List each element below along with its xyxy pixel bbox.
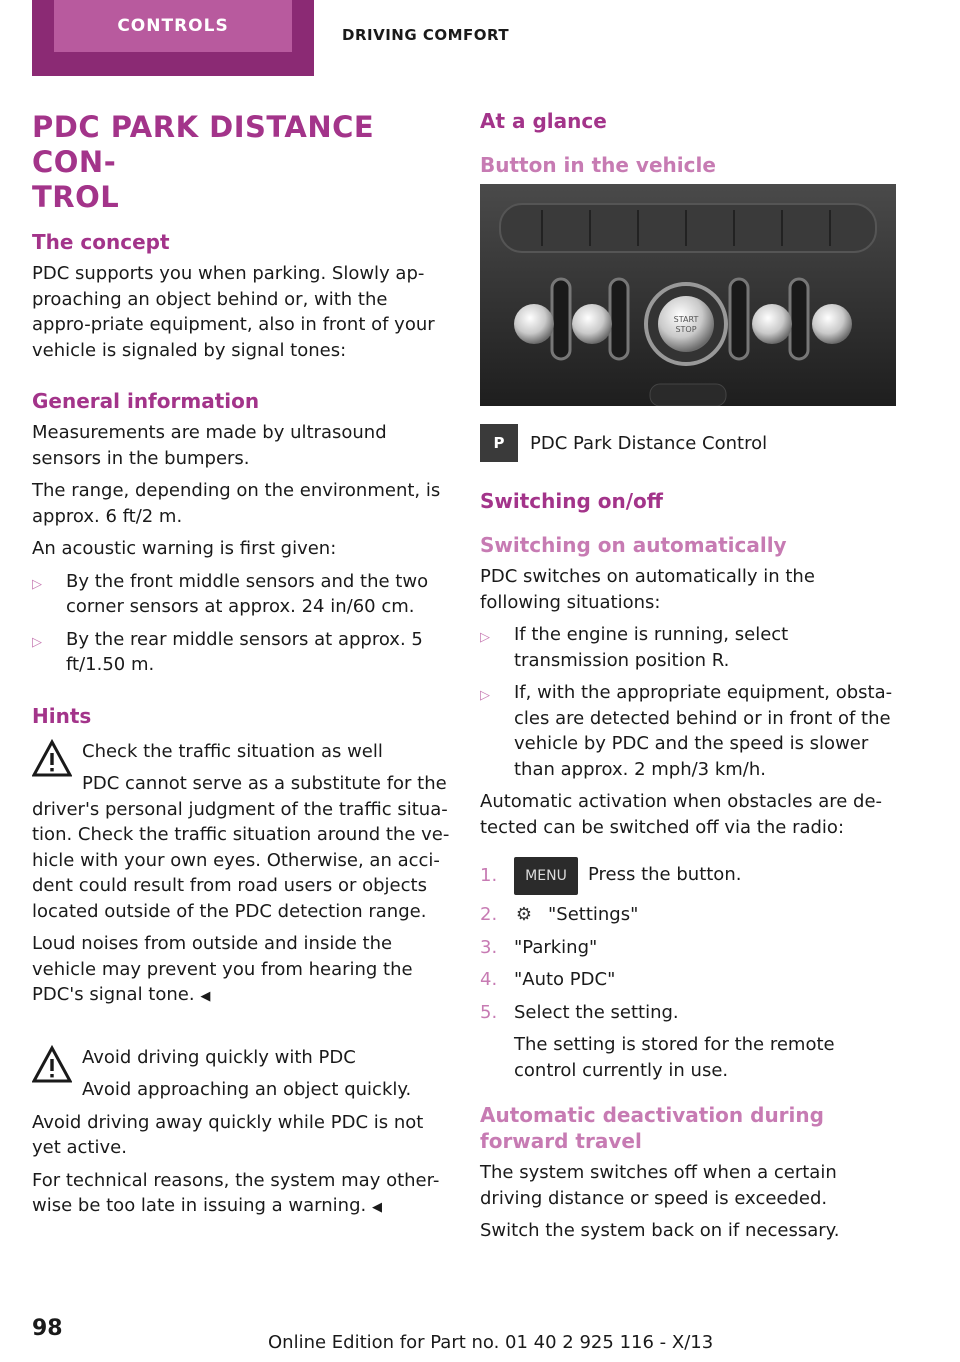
step-text: "Settings" — [548, 904, 639, 925]
general-text-3: An acoustic warning is first given: — [32, 538, 337, 559]
list-item — [32, 627, 450, 678]
gear-icon: ⚙ — [515, 904, 533, 925]
loud-text: Loud noises from outside and inside the vehicle may prevent you from hearing the PDC's signal tone. ◀ — [32, 933, 413, 1005]
right-column — [480, 108, 896, 1251]
warning-text-2: Avoid approaching an object quickly. — [82, 1079, 412, 1100]
step-number: 5. — [480, 1001, 498, 1023]
bullet-triangle-icon: ▷ — [32, 576, 42, 592]
general-text-2: The range, depending on the environment, is approx. 6 ft/2 m. — [32, 480, 441, 527]
step-number: 2. — [480, 904, 498, 925]
concept-text: PDC supports you when parking. Slowly ap-proaching an object behind or, with the appro-priate equipment, also in front of your vehicle is signaled by signal tones: — [32, 263, 435, 361]
auto-on-heading: Switching on automatically — [480, 533, 787, 557]
button-heading: Button in the vehicle — [480, 153, 716, 177]
vehicle-buttons-photo — [480, 184, 896, 406]
step-item — [480, 967, 896, 993]
avoid-text: Avoid driving away quickly while PDC is not yet active. — [32, 1111, 424, 1158]
menu-button-icon: MENU — [514, 857, 578, 895]
end-mark: ◀ — [200, 989, 211, 1004]
hints-heading: Hints — [32, 703, 92, 728]
list-item-text: By the rear middle sensors at approx. 5 ft/1.50 m. — [66, 628, 423, 675]
step-number: 1. — [480, 865, 498, 887]
warning-title-2: Avoid driving quickly with PDC — [82, 1046, 356, 1068]
header-tab-label: CONTROLS — [54, 0, 292, 52]
auto-on-text: PDC switches on automatically in the following situations: — [480, 566, 815, 613]
deact-text-1: The system switches off when a certain driving distance or speed is exceeded. — [480, 1162, 837, 1209]
glance-heading: At a glance — [480, 109, 607, 133]
warning-triangle-icon — [32, 1045, 72, 1085]
step-item — [480, 935, 896, 961]
step-item — [480, 857, 896, 895]
warning-title-1: Check the traffic situation as well — [82, 740, 383, 762]
header-tab — [32, 0, 314, 76]
pdc-icon: P — [480, 424, 518, 462]
list-item-text: If the engine is running, select transmission position R. — [514, 624, 789, 671]
bullet-triangle-icon: ▷ — [480, 688, 490, 703]
tech-text: For technical reasons, the system may other-wise be too late in issuing a warning. ◀ — [32, 1169, 440, 1216]
warning-triangle-icon — [32, 739, 72, 779]
start-label: START — [673, 315, 699, 324]
step-text: Press the button. — [588, 864, 742, 885]
list-item-text: By the front middle sensors and the two corner sensors at approx. 24 in/60 cm. — [66, 570, 429, 617]
bullet-triangle-icon: ▷ — [480, 630, 490, 645]
list-item — [480, 680, 896, 782]
end-mark: ◀ — [371, 1200, 382, 1215]
step-text: "Auto PDC" — [514, 969, 616, 990]
warning-text-1: PDC cannot serve as a substitute for the driver's personal judgment of the traffic situa-tion. Check the traffic situation around the ve-hicle with your own eyes. Otherwise, an acci-dent could result from road users or objects located outside of the PDC detection range. — [32, 773, 450, 922]
general-text-1: Measurements are made by ultrasound sensors in the bumpers. — [32, 422, 387, 469]
left-column — [32, 110, 450, 1228]
edition-text: Online Edition for Part no. 01 40 2 925 116 - X/13 — [268, 1332, 714, 1353]
auto-off-text: Automatic activation when obstacles are de-tected can be switched off via the radio: — [480, 791, 883, 838]
step-item — [480, 902, 896, 928]
warning-block-2 — [32, 1045, 450, 1103]
step-item — [480, 1000, 896, 1026]
list-item-text: If, with the appropriate equipment, obsta-cles are detected behind or in front of the vehicle by PDC and the speed is slower than approx. 2 mph/3 km/h. — [514, 682, 893, 780]
pdc-legend — [480, 424, 896, 462]
concept-heading: The concept — [32, 230, 170, 254]
stop-label: STOP — [675, 325, 697, 334]
stored-text: The setting is stored for the remote control currently in use. — [514, 1034, 835, 1081]
header-section-label: DRIVING COMFORT — [342, 26, 510, 44]
deact-heading: Automatic deactivation during forward travel — [480, 1103, 824, 1153]
toggle-switches-image — [480, 184, 896, 406]
step-text: "Parking" — [514, 936, 598, 958]
pdc-caption: PDC Park Distance Control — [530, 432, 768, 454]
list-item — [32, 569, 450, 620]
switching-heading: Switching on/off — [480, 489, 663, 513]
page-title: PDC PARK DISTANCE CON- TROL — [32, 110, 375, 214]
step-text: Select the setting. — [514, 1001, 679, 1023]
general-heading: General information — [32, 389, 260, 413]
bullet-triangle-icon: ▷ — [32, 634, 42, 650]
warning-block-1 — [32, 739, 450, 765]
page-number: 98 — [32, 1316, 63, 1341]
list-item — [480, 622, 896, 673]
step-number: 3. — [480, 936, 498, 958]
deact-text-2: Switch the system back on if necessary. — [480, 1220, 840, 1241]
step-number: 4. — [480, 969, 498, 990]
